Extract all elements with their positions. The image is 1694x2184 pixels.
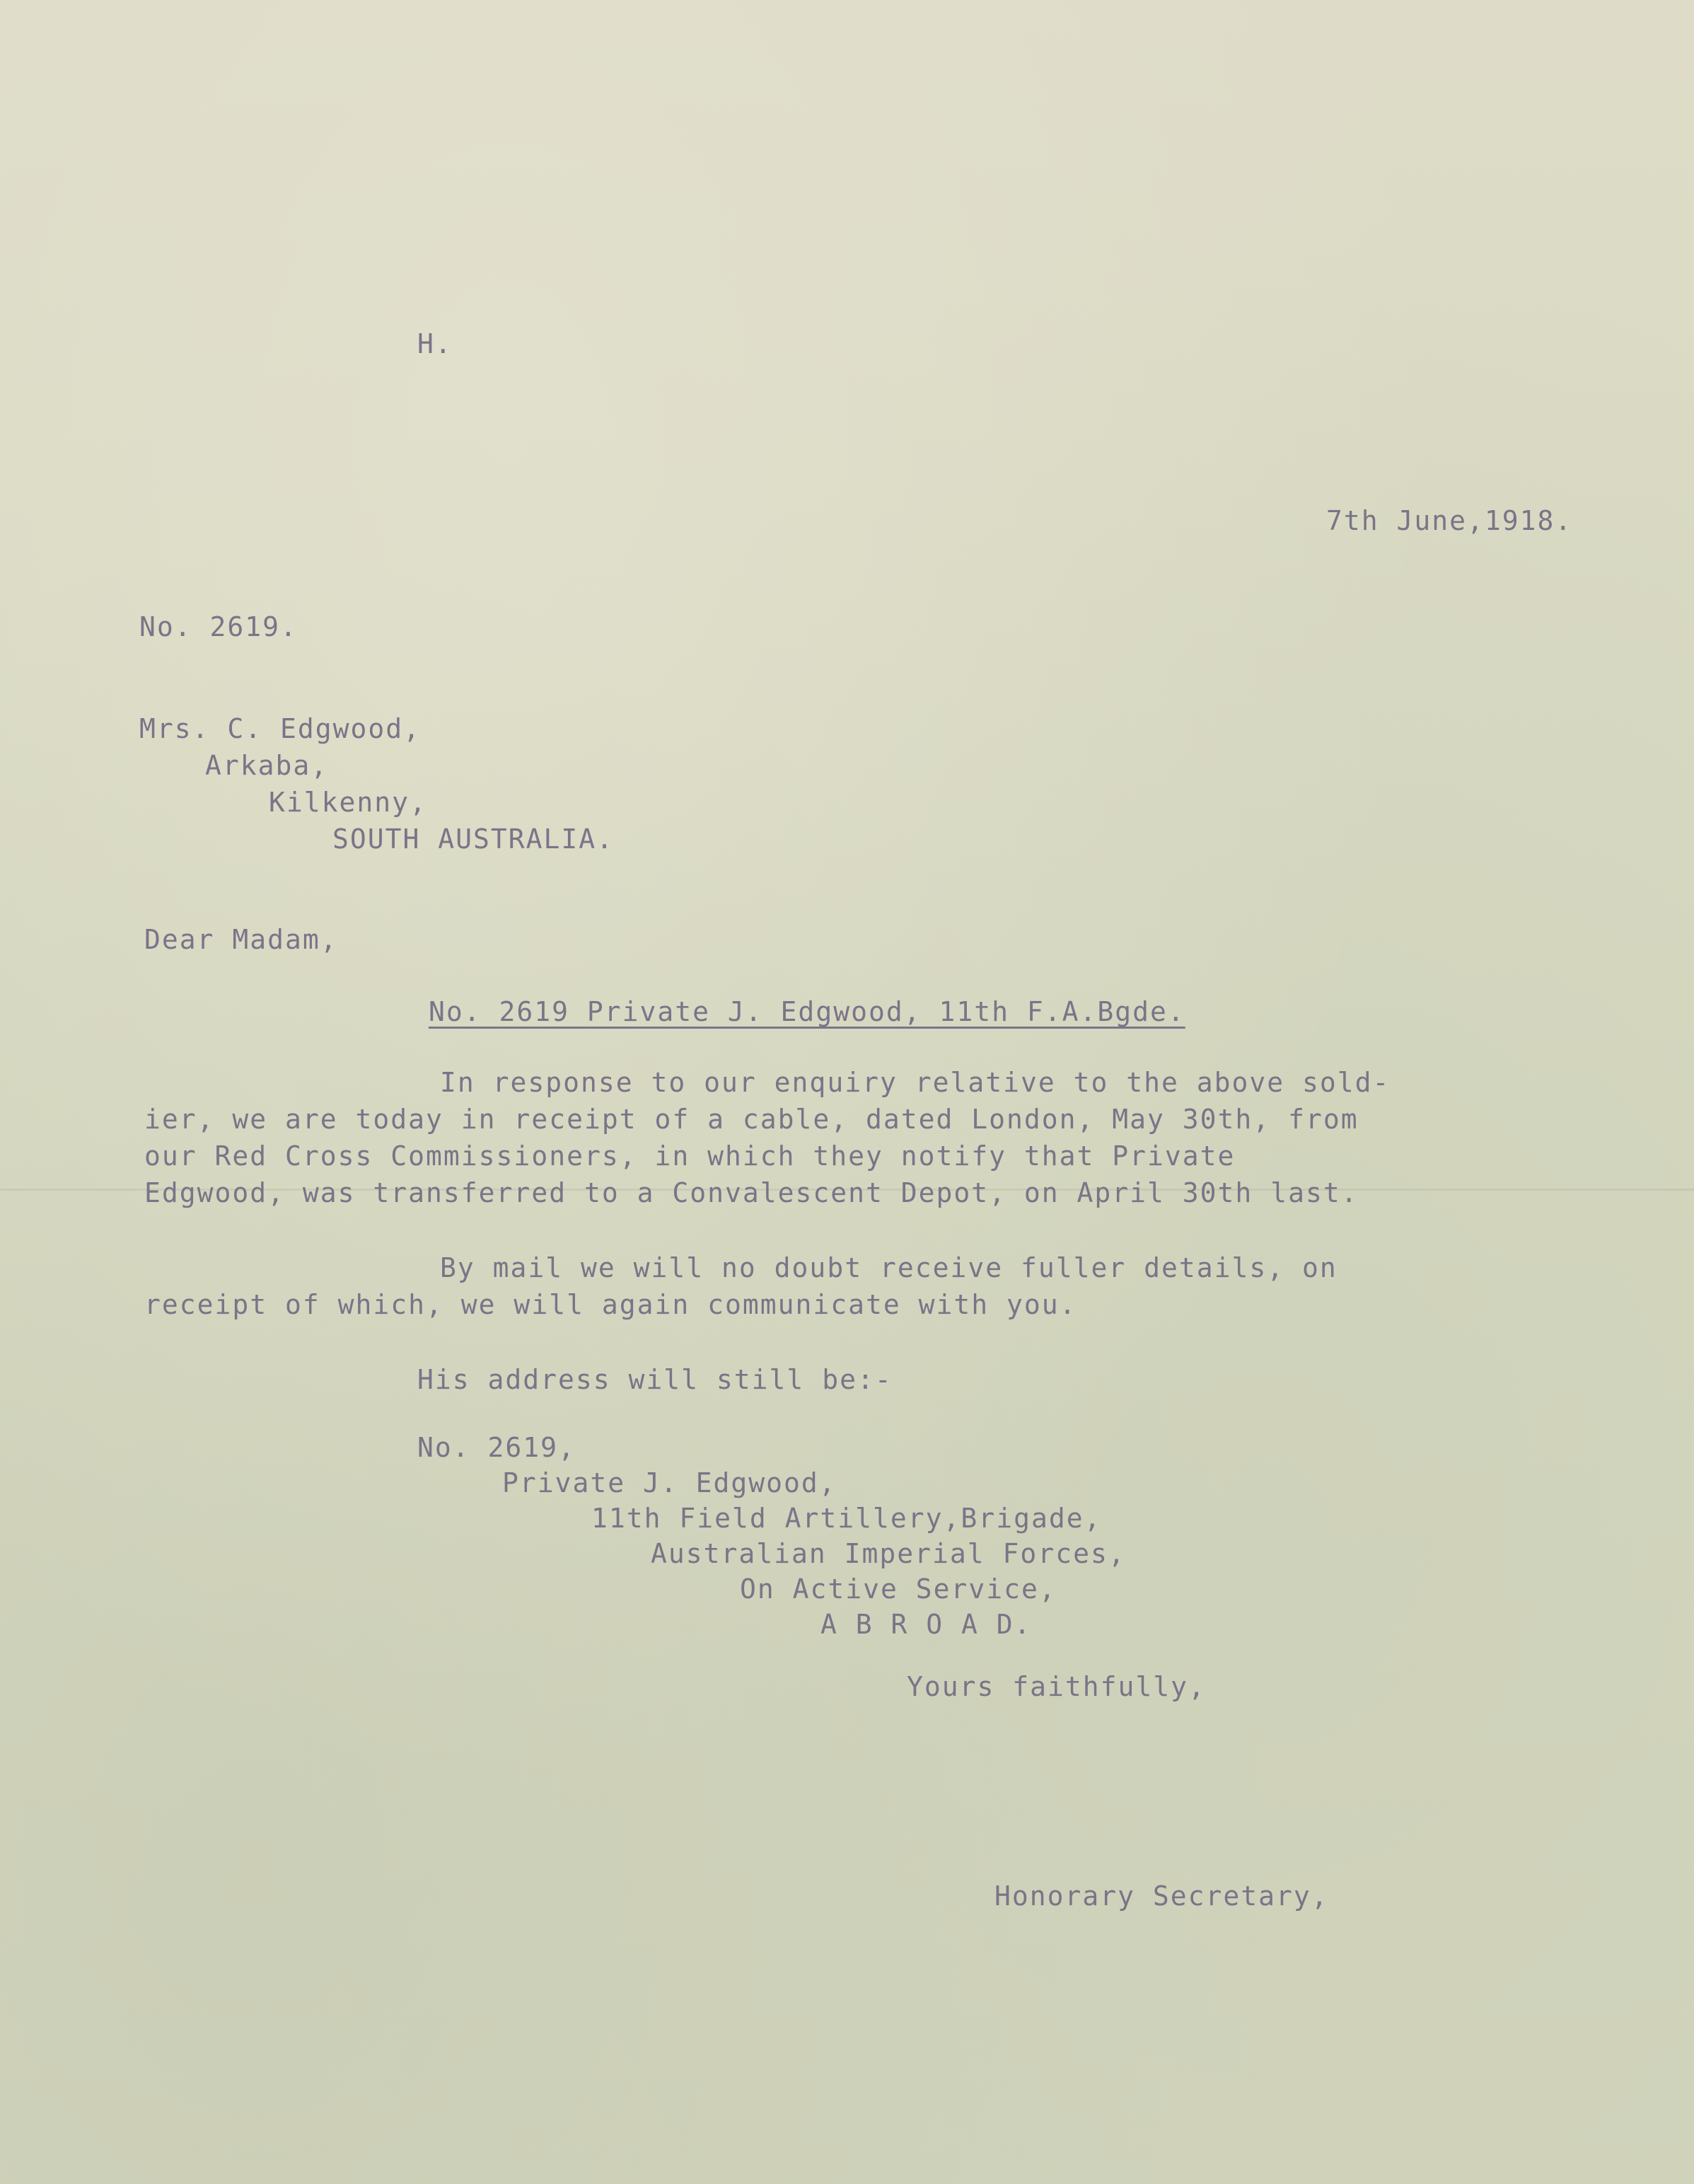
reference-number: No. 2619. [139, 611, 298, 642]
recipient-address-line-1: Arkaba, [205, 750, 329, 781]
subject-heading: No. 2619 Private J. Edgwood, 11th F.A.Bgde. [429, 996, 1185, 1027]
soldier-address-line-4: Australian Imperial Forces, [651, 1538, 1126, 1569]
recipient-name: Mrs. C. Edgwood, [139, 713, 422, 744]
soldier-address-line-2: Private J. Edgwood, [502, 1467, 837, 1498]
paragraph-1-line-3: our Red Cross Commissioners, in which they notify that Private [144, 1140, 1236, 1172]
address-intro: His address will still be:- [417, 1364, 893, 1395]
signatory-title: Honorary Secretary, [994, 1880, 1329, 1912]
file-mark: H. [417, 328, 453, 359]
letter-date: 7th June,1918. [1326, 505, 1573, 536]
paragraph-2-line-2: receipt of which, we will again communicate with you. [144, 1289, 1077, 1320]
salutation: Dear Madam, [144, 924, 338, 955]
soldier-address-line-1: No. 2619, [417, 1432, 576, 1463]
recipient-address-line-3: SOUTH AUSTRALIA. [332, 824, 615, 855]
recipient-address-line-2: Kilkenny, [269, 787, 427, 818]
paragraph-1-line-2: ier, we are today in receipt of a cable, dated London, May 30th, from [144, 1104, 1359, 1135]
closing: Yours faithfully, [907, 1671, 1206, 1702]
soldier-address-line-5: On Active Service, [740, 1573, 1057, 1605]
soldier-address-line-3: 11th Field Artillery,Brigade, [591, 1503, 1102, 1534]
paragraph-2-line-1: By mail we will no doubt receive fuller details, on [440, 1252, 1338, 1283]
paragraph-1-line-1: In response to our enquiry relative to the above sold- [440, 1067, 1391, 1098]
paragraph-1-line-4: Edgwood, was transferred to a Convalescent Depot, on April 30th last. [144, 1177, 1359, 1208]
soldier-address-line-6: A B R O A D. [820, 1609, 1032, 1640]
